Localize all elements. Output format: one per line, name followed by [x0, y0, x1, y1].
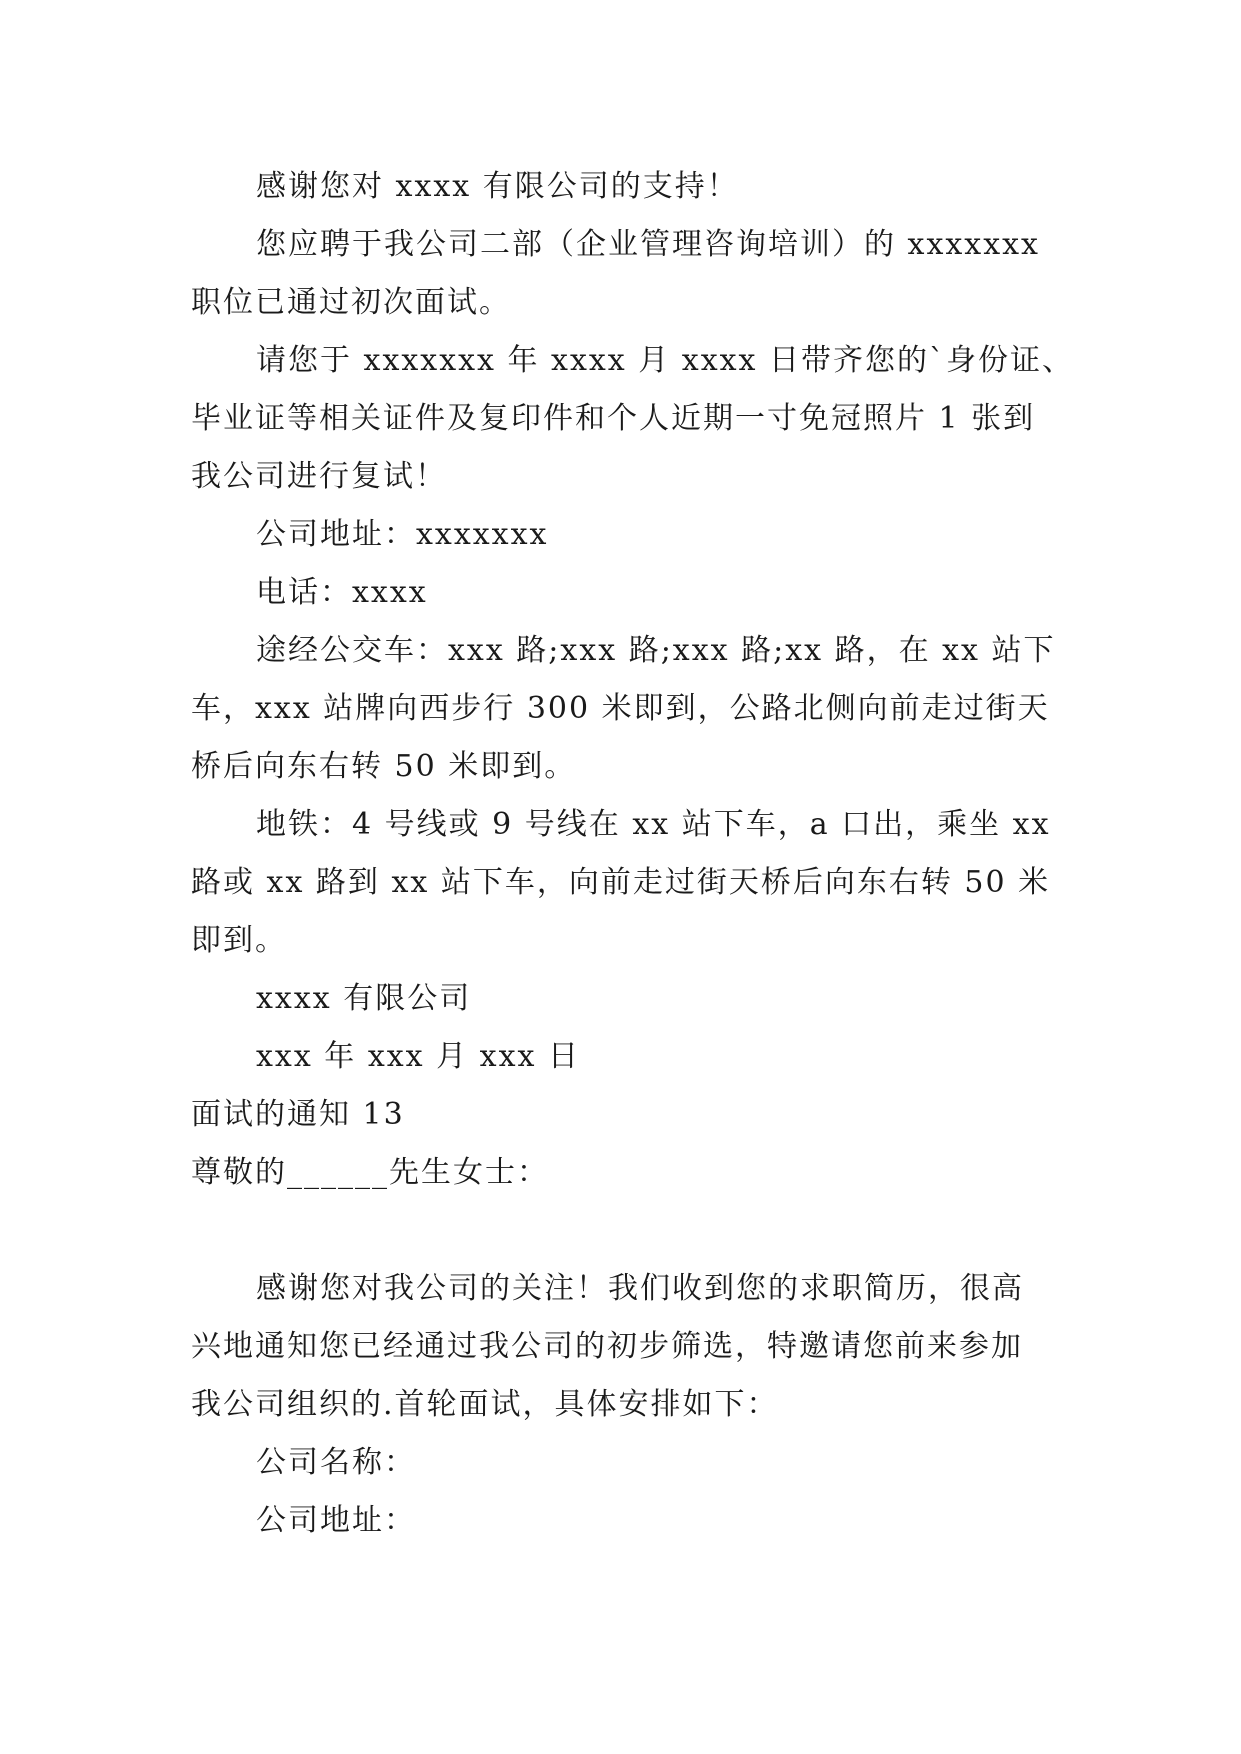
salutation: 尊敬的______先生女士：: [191, 1155, 549, 1190]
subway-route-line-3: 即到。: [191, 923, 287, 958]
section-title: 面试的通知 13: [191, 1097, 405, 1132]
signature-company: xxxx 有限公司: [256, 981, 472, 1016]
subway-route-line-2: 路或 xx 路到 xx 站下车，向前走过街天桥后向东右转 50 米: [191, 865, 1051, 900]
invitation-line-1: 感谢您对我公司的关注！我们收到您的求职简历，很高: [256, 1271, 1024, 1306]
invitation-line-3: 我公司组织的.首轮面试，具体安排如下：: [191, 1387, 779, 1422]
subway-route-line-1: 地铁：4 号线或 9 号线在 xx 站下车，a 口出，乘坐 xx: [256, 807, 1051, 842]
bus-route-line-1: 途经公交车：xxx 路;xxx 路;xxx 路;xx 路，在 xx 站下: [256, 633, 1056, 668]
bus-route-line-3: 桥后向东右转 50 米即到。: [191, 749, 577, 784]
paragraph-position-line-1: 您应聘于我公司二部（企业管理咨询培训）的 xxxxxxx: [256, 227, 1040, 262]
bus-route-line-2: 车，xxx 站牌向西步行 300 米即到，公路北侧向前走过街天: [191, 691, 1050, 726]
signature-date: xxx 年 xxx 月 xxx 日: [256, 1039, 580, 1074]
paragraph-position-line-2: 职位已通过初次面试。: [191, 285, 511, 320]
paragraph-reinterview-line-3: 我公司进行复试！: [191, 459, 447, 494]
company-name-field: 公司名称：: [256, 1445, 416, 1480]
company-address-line: 公司地址：xxxxxxx: [256, 517, 549, 552]
phone-line: 电话：xxxx: [256, 575, 428, 610]
paragraph-reinterview-line-1: 请您于 xxxxxxx 年 xxxx 月 xxxx 日带齐您的`身份证、: [256, 343, 1075, 378]
company-address-field: 公司地址：: [256, 1503, 416, 1538]
paragraph-reinterview-line-2: 毕业证等相关证件及复印件和个人近期一寸免冠照片 1 张到: [191, 401, 1036, 436]
paragraph-thanks-line: 感谢您对 xxxx 有限公司的支持！: [256, 169, 739, 204]
invitation-line-2: 兴地通知您已经通过我公司的初步筛选，特邀请您前来参加: [191, 1329, 1023, 1364]
